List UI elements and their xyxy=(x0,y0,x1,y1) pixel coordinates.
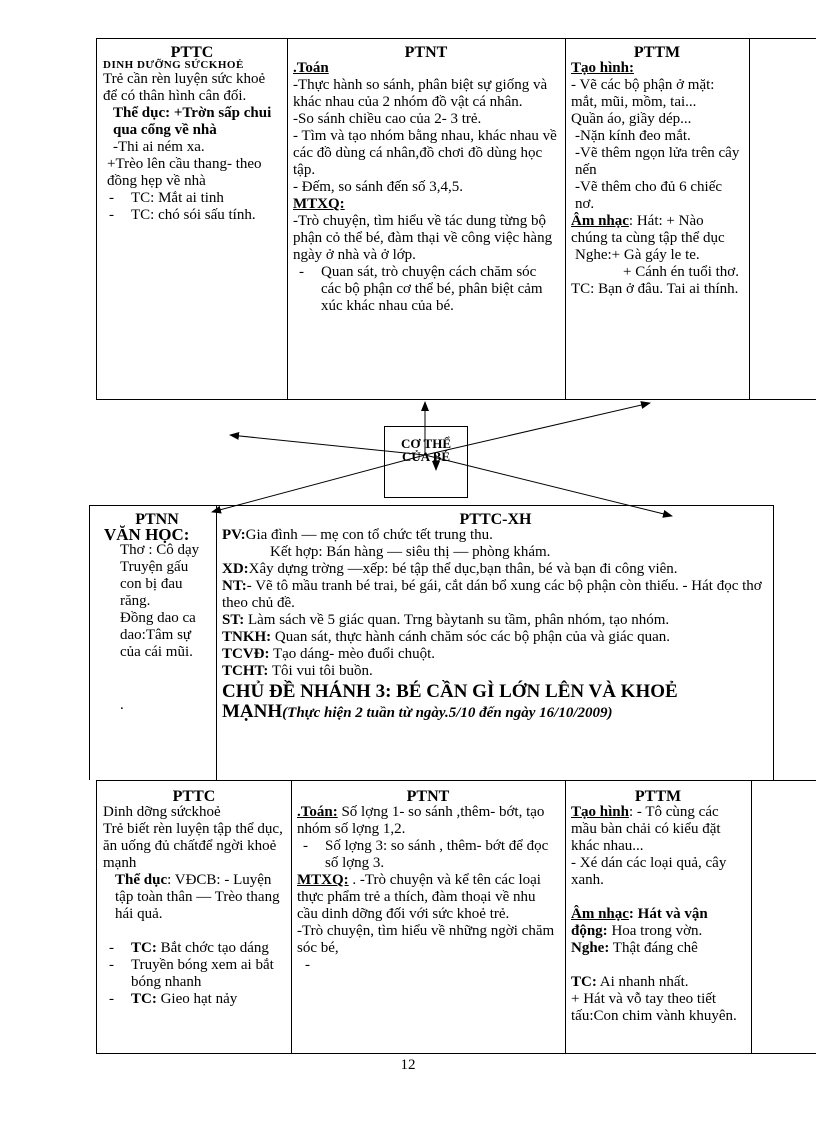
bottom-pttm-nghe: Nghe: Thật đáng chê xyxy=(571,940,698,956)
top-pttm-taohinh-label: Tạo hình: xyxy=(571,60,634,76)
bottom-pttm-line: - Xé dán các loại quả, cây xanh. xyxy=(571,855,727,888)
bottom-pttc-theduc: Thể dục: VĐCB: - Luyện tập toàn thân — Trèo thang hái quả. xyxy=(115,872,280,922)
ptnn-item: Truyện gấu con bị đau răng. xyxy=(120,559,189,609)
top-ptnt-toan-label: .Toán xyxy=(293,60,329,76)
ptnn-subheader: VĂN HỌC: xyxy=(104,525,190,544)
top-pttc-line: -Thi ai ném xa. xyxy=(113,139,205,155)
bottom-pttc-cell xyxy=(97,781,291,1053)
top-pttm-tc: TC: Bạn ở đâu. Tai ai thính. xyxy=(571,281,739,297)
bottom-pttc-item: - Truyền bóng xem ai bắt bóng nhanh xyxy=(103,957,285,991)
ptnn-item: Thơ : Cô dạy xyxy=(120,542,200,558)
top-pttc-subheader: DINH DƯỠNG SỨCKHOẺ xyxy=(103,59,244,71)
top-pttm-line: -Nặn kính đeo mắt. xyxy=(575,128,691,144)
bottom-pttc-header: PTTC xyxy=(172,788,216,805)
bottom-pttc-line: Trẻ biết rèn luyện tập thể dục, ăn uống đủ chấtđể ngời khoẻ mạnh xyxy=(103,821,283,871)
branch-topic-title: CHỦ ĐỀ NHÁNH 3: BÉ CẦN GÌ LỚN LÊN VÀ KHOẺ MẠNH(Thực hiện 2 tuần từ ngày.5/10 đến ngày 16/10/2009) xyxy=(222,681,678,722)
pttc-xh-header: PTTC-XH xyxy=(459,511,532,528)
page-number: 12 xyxy=(400,1057,416,1073)
pttc-xh-row: TCHT: Tôi vui tôi buồn. xyxy=(222,663,373,679)
center-topic-box xyxy=(384,426,468,498)
bottom-pttc-item: - TC: Bắt chớc tạo dáng xyxy=(103,940,285,957)
top-pttm-header: PTTM xyxy=(633,44,681,61)
pttc-xh-row: PV:Gia đình — mẹ con tổ chức tết trung thu. xyxy=(222,527,493,543)
bottom-ptnt-mtxq: MTXQ: . -Trò chuyện và kể tên các loại thực phẩm trẻ a thích, đàm thoại về nhu cầu dinh dỡng đối với sức khoẻ trẻ. xyxy=(297,872,541,922)
top-pttm-line: Quần áo, giầy dép... xyxy=(571,111,692,127)
bottom-pttc-line: Dinh dỡng sứckhoẻ xyxy=(103,804,221,820)
bottom-pttm-cell xyxy=(565,781,751,1053)
top-pttc-header: PTTC xyxy=(170,44,214,61)
top-pttc-line: Thể dục: +Trờn sấp chui qua cổng về nhà xyxy=(113,105,272,138)
bottom-table xyxy=(96,780,816,1054)
bottom-ptnt-toan: .Toán: Số lợng 1- so sánh ,thêm- bớt, tạo nhóm số lợng 1,2. xyxy=(297,804,545,837)
ptnn-cell xyxy=(90,506,216,780)
pttc-xh-cell xyxy=(216,506,775,780)
divider xyxy=(751,781,752,1053)
bottom-ptnt-dash-item: - Số lợng 3: so sánh , thêm- bớt để đọc số lợng 3. xyxy=(297,838,559,872)
top-ptnt-mtxq-label: MTXQ: xyxy=(293,196,345,212)
top-pttc-tc: - TC: chó sói sấu tính. xyxy=(103,207,281,224)
pttc-xh-row: TCVĐ: Tạo dáng- mèo đuổi chuột. xyxy=(222,646,436,662)
bottom-ptnt-header: PTNT xyxy=(406,788,450,805)
bottom-pttc-item: - TC: Gieo hạt nảy xyxy=(103,991,285,1008)
pttc-xh-row: XD:Xây dựng trờng —xếp: bé tập thể dục,bạn thân, bé và bạn đi công viên. xyxy=(222,561,678,577)
middle-table xyxy=(89,505,774,780)
center-line2: CỦA BÉ xyxy=(401,449,451,464)
bottom-ptnt-line: -Trò chuyện, tìm hiểu về những ngời chăm sóc bé, xyxy=(297,923,555,956)
bottom-pttm-taohinh: Tạo hình: - Tô cùng các mầu bàn chải có kiểu đặt khác nhau... xyxy=(571,804,721,854)
ptnn-item: Đồng dao ca dao:Tâm sự của cái mũi. xyxy=(120,610,196,660)
top-pttc-line: Trẻ cần rèn luyện sức khoẻ để có thân hình cân đối. xyxy=(103,71,266,104)
top-ptnt-line: - Tìm và tạo nhóm bằng nhau, khác nhau về các đồ dùng cá nhân,đồ chơi đồ dùng học tập. xyxy=(293,128,557,178)
pttc-xh-row: ST: Làm sách về 5 giác quan. Trng bàytanh su tầm, phân nhóm, tạo nhóm. xyxy=(222,612,670,628)
bottom-pttm-line: + Hát và vỗ tay theo tiết tấu:Con chim vành khuyên. xyxy=(571,991,737,1024)
top-ptnt-line: -So sánh chiều cao của 2- 3 trẻ. xyxy=(293,111,482,127)
pttc-xh-row: NT:- Vẽ tô mầu tranh bé trai, bé gái, cắt dán bổ xung các bộ phận còn thiếu. - Hát đọc thơ theo chủ đề. xyxy=(222,578,762,611)
bottom-pttm-header: PTTM xyxy=(634,788,682,805)
top-pttm-line: - Vẽ các bộ phận ở mặt: mắt, mũi, mồm, tai... xyxy=(571,77,715,110)
top-pttm-nghe: Nghe:+ Gà gáy le te. xyxy=(575,247,700,263)
top-ptnt-mtxq-line: -Trò chuyện, tìm hiểu về tác dung từng bộ phận cỏ thể bé, đàm thại về công việc hàng ngày ở nhà và ở lớp. xyxy=(293,213,553,263)
pttc-xh-row: TNKH: Quan sát, thực hành cánh chăm sóc các bộ phận của và giác quan. xyxy=(222,629,670,645)
top-ptnt-mtxq-line: - Quan sát, trò chuyện cách chăm sóc các bộ phận cơ thể bé, phân biệt cảm xúc khác nhau của bé. xyxy=(293,264,559,315)
bottom-ptnt-line: - xyxy=(305,957,310,973)
top-pttm-amnhac: Âm nhạc: Hát: + Nào chúng ta cùng tập thể dục xyxy=(571,213,725,246)
pttc-xh-row: Kết hợp: Bán hàng — siêu thị — phòng khám. xyxy=(270,544,551,560)
bottom-pttm-tc: TC: Ai nhanh nhất. xyxy=(571,974,689,990)
top-ptnt-line: -Thực hành so sánh, phân biệt sự giống và khác nhau của 2 nhóm đồ vật cá nhân. xyxy=(293,77,548,110)
bottom-ptnt-cell xyxy=(291,781,565,1053)
top-pttm-line: -Vẽ thêm cho đủ 6 chiếc nơ. xyxy=(575,179,723,212)
bottom-pttm-amnhac: Âm nhạc: Hát và vận động: Hoa trong vờn. xyxy=(571,906,708,939)
center-line1: CƠ THỂ xyxy=(401,436,451,451)
top-pttc-line: +Trèo lên cầu thang- theo đồng hẹp về nhà xyxy=(107,156,262,189)
top-pttm-nghe: + Cánh én tuổi thơ. xyxy=(623,264,739,280)
ptnn-item: . xyxy=(120,697,124,713)
ptnn-header: PTNN xyxy=(135,511,179,528)
top-pttm-line: -Vẽ thêm ngọn lửa trên cây nến xyxy=(575,145,740,178)
top-ptnt-line: - Đếm, so sánh đến số 3,4,5. xyxy=(293,179,463,195)
top-pttc-tc: - TC: Mắt ai tinh xyxy=(103,190,281,207)
top-ptnt-header: PTNT xyxy=(404,44,448,61)
